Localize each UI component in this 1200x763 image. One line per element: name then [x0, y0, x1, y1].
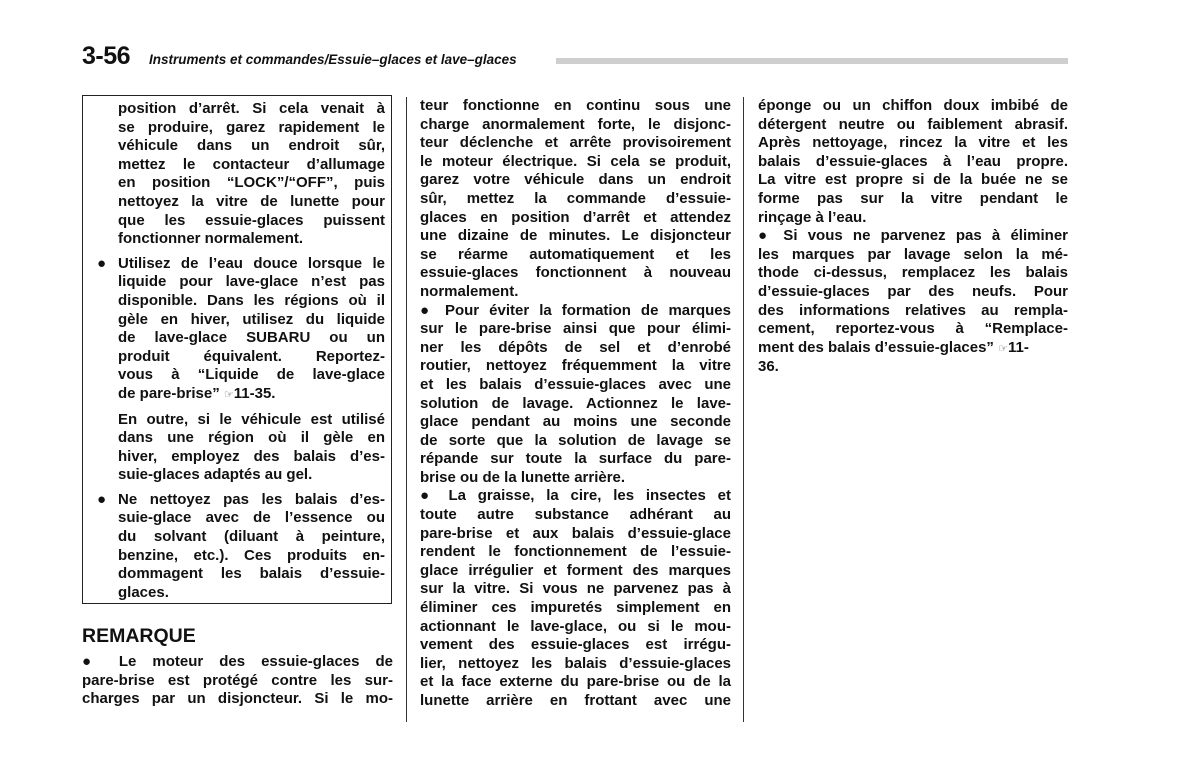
- text-line: ● Pour éviter la formation de marques: [420, 301, 731, 319]
- caution-box-content: [95, 100, 385, 602]
- text-line: cement, reportez-vous à “Remplace-: [758, 320, 1068, 338]
- text-line: vous à “Liquide de lave-glace: [118, 366, 385, 384]
- text-line: Ne nettoyez pas les balais d’es-: [118, 490, 385, 508]
- text-line: éponge ou un chiffon doux imbibé de: [758, 97, 1068, 114]
- text-line: position d’arrêt. Si cela venait à: [118, 100, 385, 117]
- column-divider: [743, 97, 744, 722]
- text-line: lunette arrière en frottant avec une: [420, 692, 731, 709]
- text-line: véhicule dans un endroit sûr,: [118, 137, 385, 155]
- reference-icon: ☞: [223, 388, 234, 401]
- text-line: sur le pare-brise ainsi que pour élimi-: [420, 320, 731, 338]
- text-line: ● La graisse, la cire, les insectes et: [420, 487, 731, 505]
- text-line: gèle en hiver, utilisez du liquide: [118, 310, 385, 328]
- text-line: essuie-glaces fonctionnent à nouveau: [420, 264, 731, 282]
- page-header: [82, 40, 1068, 70]
- bullet-icon: ●: [97, 490, 107, 508]
- text-line: sûr, mettez la commande d’essuie-: [420, 189, 731, 207]
- text-line: glaces en position d’arrêt et attendez: [420, 208, 731, 226]
- text-line: dans une région où il gèle en: [118, 429, 385, 447]
- text-line: glace pendant au moins une seconde: [420, 413, 731, 431]
- text-line: de lave-glace SUBARU ou un: [118, 329, 385, 347]
- text-line: balais d’essuie-glaces à l’eau propre.: [758, 152, 1068, 170]
- text-line: disponible. Dans les régions où il: [118, 291, 385, 309]
- text-line: solution de lavage. Actionnez le lave-: [420, 394, 731, 412]
- text-line: charges par un disjoncteur. Si le mo-: [82, 690, 393, 708]
- text-line: rinçage à l’eau.: [758, 208, 867, 226]
- text-line: mettez le contacteur d’allumage: [118, 155, 385, 173]
- section-title: Instruments et commandes/Essuie–glaces et lave–glaces: [149, 52, 517, 67]
- text-line: se réarme automatiquement et les: [420, 245, 731, 263]
- text-line: nettoyez la vitre de lunette pour: [118, 192, 385, 210]
- text-line: suie-glaces adaptés au gel.: [118, 466, 313, 484]
- text-line: du solvant (diluant à peinture,: [118, 528, 385, 546]
- text-line: 36.: [758, 358, 779, 376]
- column-3-text: [758, 97, 1068, 377]
- text-line: sur la vitre. Si vous ne parvenez pas à: [420, 580, 731, 598]
- text-line: glace irrégulier et forment des marques: [420, 561, 731, 579]
- text-line: thode ci-dessus, remplacez les balais: [758, 264, 1068, 282]
- page-number: 3-56: [82, 42, 131, 70]
- text-line: Après nettoyage, rincez la vitre et les: [758, 134, 1068, 152]
- text-line: en position “LOCK”/“OFF”, puis: [118, 174, 385, 192]
- text-line: de sorte que la solution de lavage se: [420, 431, 731, 449]
- text-line: une dizaine de minutes. Le disjoncteur: [420, 227, 731, 245]
- text-line: rendent le fonctionnement de l’essuie-: [420, 543, 731, 561]
- reference-lead: ment des balais d’essuie-glaces”: [758, 338, 994, 356]
- text-line: benzine, etc.). Ces produits en-: [118, 546, 385, 564]
- text-line: produit équivalent. Reportez-: [118, 347, 385, 365]
- text-line: éliminer ces impuretés simplement en: [420, 599, 731, 617]
- text-line: charge anormalement forte, le disjonc-: [420, 115, 731, 133]
- bullet-item-no-solvent: [95, 491, 385, 603]
- text-line: forme pas sur la vitre pendant le: [758, 189, 1068, 207]
- text-line: toute autre substance adhérant au: [420, 506, 731, 524]
- text-line: et la face externe du pare-brise ou de la: [420, 673, 731, 691]
- header-rule: [556, 58, 1068, 64]
- text-line: teur déclenche et arrête provisoirement: [420, 134, 731, 152]
- reference-icon: ☞: [998, 342, 1008, 355]
- column-divider: [406, 97, 407, 722]
- caution-box: [82, 95, 392, 604]
- bullet-icon: ●: [97, 254, 107, 272]
- text-line: détergent neutre ou faiblement abrasif.: [758, 115, 1068, 133]
- text-line: d’essuie-glaces par des neufs. Pour: [758, 282, 1068, 300]
- reference-line: [758, 339, 1068, 359]
- text-line: des informations relatives au rempla-: [758, 301, 1068, 319]
- text-line: ner les dépôts de sel et d’enrobé: [420, 338, 731, 356]
- reference-line: [118, 385, 385, 405]
- caution-intro: [95, 100, 385, 249]
- text-line: teur fonctionne en continu sous une: [420, 97, 731, 114]
- text-line: que les essuie-glaces puissent: [118, 211, 385, 229]
- text-line: La vitre est propre si de la buée ne se: [758, 171, 1068, 189]
- column-2-text: [420, 97, 731, 711]
- text-line: normalement.: [420, 282, 519, 300]
- text-line: glaces.: [118, 583, 169, 601]
- text-line: liquide pour lave-glace n’est pas: [118, 273, 385, 291]
- reference-page-link[interactable]: 11-: [1007, 338, 1029, 356]
- text-line: ● Si vous ne parvenez pas à éliminer: [758, 227, 1068, 245]
- text-line: garez votre véhicule dans un endroit: [420, 171, 731, 189]
- text-line: fonctionner normalement.: [118, 230, 304, 248]
- text-line: routier, nettoyez fréquemment la vitre: [420, 357, 731, 375]
- text-line: se produire, garez rapidement le: [118, 118, 385, 136]
- text-line: lier, nettoyez les balais d’essuie-glaces: [420, 654, 731, 672]
- text-line: pare-brise et aux balais d’essuie-glace: [420, 524, 731, 542]
- note-section: [82, 625, 393, 709]
- reference-lead: de pare-brise”: [118, 384, 220, 402]
- text-line: En outre, si le véhicule est utilisé: [118, 410, 385, 428]
- text-line: répande sur toute la surface du pare-: [420, 450, 731, 468]
- text-line: actionnant le lave-glace, ou si le mou-: [420, 617, 731, 635]
- text-line: hiver, employez des balais d’es-: [118, 447, 385, 465]
- text-line: les marques par lavage selon la mé-: [758, 245, 1068, 263]
- text-line: dommagent les balais d’essuie-: [118, 565, 385, 583]
- text-line: pare-brise est protégé contre les sur-: [82, 671, 393, 689]
- text-line: suie-glace avec de l’essence ou: [118, 509, 385, 527]
- text-line: vement des essuie-glaces est irrégu-: [420, 636, 731, 654]
- text-line: brise ou de la lunette arrière.: [420, 468, 626, 486]
- bullet-item-washer-fluid: [95, 255, 385, 485]
- note-heading: REMARQUE: [82, 625, 196, 647]
- reference-page-link[interactable]: 11-35.: [233, 384, 276, 402]
- text-line: ● Le moteur des essuie-glaces de: [82, 653, 393, 670]
- text-line: et les balais d’essuie-glaces avec une: [420, 375, 731, 393]
- text-line: le moteur électrique. Si cela se produit,: [420, 152, 731, 170]
- text-line: Utilisez de l’eau douce lorsque le: [118, 254, 385, 272]
